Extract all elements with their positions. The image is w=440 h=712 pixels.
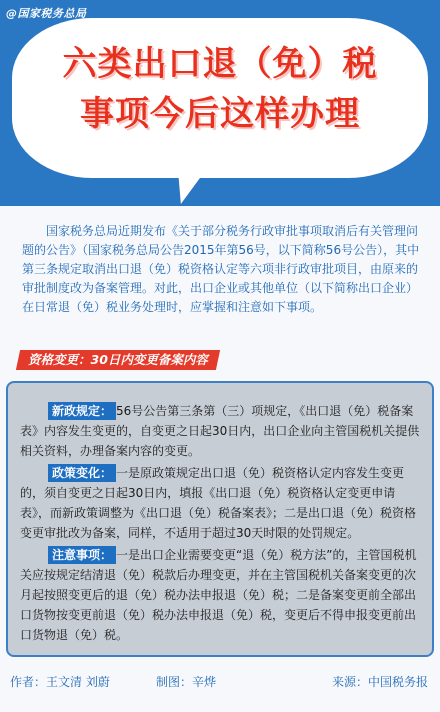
- text-new-policy: 56号公告第三条第（三）项规定，《出口退（免）税备案表》内容发生变更的，自变更之日起30日内，出口企业向主管国税机关提供相关资料，办理备案内容的变更。: [20, 404, 420, 458]
- header-banner: [0, 0, 440, 206]
- item-new-policy: [20, 401, 420, 461]
- label-new-policy: 新政规定：: [48, 402, 116, 420]
- brand-label: @国家税务总局: [6, 7, 87, 20]
- intro-paragraph: 国家税务总局近期发布《关于部分税务行政审批事项取消后有关管理问题的公告》（国家税务总局公告2015年第56号，以下简称56号公告），其中第三条规定取消出口退（免）税资格认定等六项非行政审批项目，由原来的审批制度改为备案管理。对此，出口企业或其他单位（以下简称出口企业）在日常退（免）税业务处理时，应掌握和注意如下事项。: [22, 224, 420, 314]
- page-title-line1: 六类出口退（免）税: [62, 44, 378, 84]
- item-notes: [20, 545, 420, 645]
- footer-author: 作者：王文清 刘蔚: [10, 675, 110, 689]
- label-policy-change: 政策变化：: [48, 464, 116, 482]
- page-title-line2: 事项今后这样办理: [80, 94, 360, 134]
- label-notes: 注意事项：: [48, 546, 116, 564]
- footer-source: 来源：中国税务报: [331, 675, 428, 689]
- info-card-body: [20, 401, 420, 647]
- text-notes: 一是出口企业需要变更“退（免）税方法”的，主管国税机关应按规定结清退（免）税款后办理变更，并在主管国税机关备案变更的次月起按照变更后的退（免）税办法申报退（免）税；二是备案变更前全部出口货物按变更前退（免）税办法申报退（免）税，变更后不得申报变更前出口货物退（免）税。: [20, 548, 417, 642]
- text-policy-change: 一是原政策规定出口退（免）税资格认定内容发生变更的，须自变更之日起30日内，填报《出口退（免）税资格认定变更申请表》，而新政策调整为《出口退（免）税备案表》；二是出口退（免）税资格变更审批改为备案，同样，不适用于超过30天时限的处罚规定。: [20, 466, 417, 540]
- info-card: [6, 381, 434, 657]
- footer-editor: 制图：辛烨: [156, 675, 217, 689]
- footer: [0, 665, 440, 712]
- item-policy-change: [20, 463, 420, 543]
- section-tag-label: 资格变更：30日内变更备案内容: [28, 352, 208, 367]
- section-tag: [16, 350, 220, 370]
